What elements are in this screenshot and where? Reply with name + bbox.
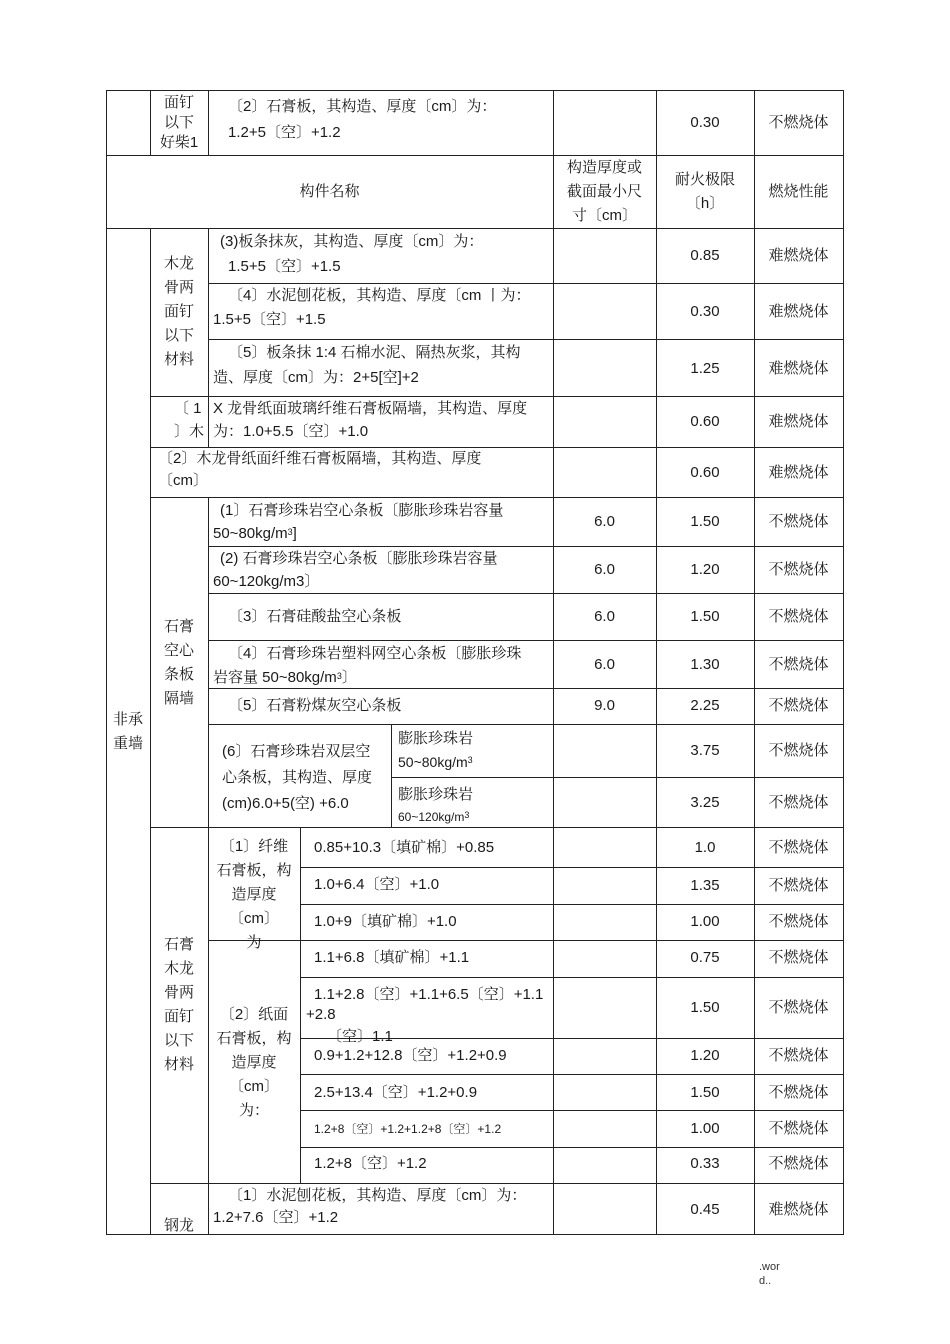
row-description: 岩容量 $50\sim 80kg/m^3$〕: [213, 669, 357, 686]
sub-description: $60\sim 120kg/m^3$: [398, 810, 470, 824]
combustion-value: 不燃烧体: [768, 1047, 829, 1064]
label-line: 木龙: [163, 960, 194, 977]
thickness-value: 6.0: [594, 656, 615, 673]
fire-limit-value: 0.45: [690, 1201, 720, 1218]
row-description: 1.2+7.6〔空〕+1.2: [213, 1209, 339, 1226]
row-description: 1.2+8〔空〕+1.2: [314, 1155, 427, 1172]
combustion-value: 不燃烧体: [768, 742, 829, 759]
thickness-value: 6.0: [594, 513, 615, 530]
label-line: 石膏板，构: [216, 862, 292, 879]
label-line: 好柴1: [159, 134, 199, 151]
row-description: 1.1+2.8〔空〕+1.1+6.5〔空〕+1.1: [314, 986, 544, 1003]
combustion-value: 不燃烧体: [768, 839, 829, 856]
fiber-board-label: [209, 829, 299, 951]
row-description: 〔cm〕: [158, 472, 208, 489]
top-row-group-label: [150, 91, 208, 155]
row-description: 1.0+9〔填矿棉〕+1.0: [314, 913, 457, 930]
row-description: 1.5+5〔空〕+1.5: [228, 258, 341, 275]
header-fire-limit: [656, 168, 754, 216]
row-description: 0.85+10.3〔填矿棉〕+0.85: [314, 839, 495, 856]
thickness-value: 6.0: [594, 608, 615, 625]
combustion-value: 不燃烧体: [768, 697, 829, 714]
combustion-value: 不燃烧体: [768, 913, 829, 930]
row-description: 〔2〕石膏板，其构造、厚度〔cm〕为：: [228, 98, 497, 115]
combustion-value: 不燃烧体: [768, 114, 829, 131]
header-thickness: [553, 156, 656, 228]
multi-line-row: [301, 978, 553, 1045]
combustion-value: 不燃烧体: [768, 1084, 829, 1101]
row-description: 1.5+5〔空〕+1.5: [213, 311, 326, 328]
label-line: 为：: [238, 1102, 269, 1119]
label-line: 石膏板，构: [216, 1030, 292, 1047]
combustion-value: 不燃烧体: [768, 656, 829, 673]
row-description: 0.9+1.2+12.8〔空〕+1.2+0.9: [314, 1047, 507, 1064]
label-line: 造厚度: [231, 886, 277, 903]
row-description: 1.2+8〔空〕+1.2+1.2+8〔空〕+1.2: [314, 1122, 502, 1136]
row-description: +2.8: [306, 1006, 336, 1023]
fire-limit-value: 3.25: [690, 794, 720, 811]
row-description: (cm)6.0+5(空) +6.0: [222, 795, 349, 812]
fire-limit-value: 0.60: [690, 464, 720, 481]
thickness-value: 9.0: [594, 697, 615, 714]
sub-description: 膨胀珍珠岩: [398, 786, 474, 803]
fire-limit-value: 0.75: [690, 949, 720, 966]
row-description: 〔空〕1.1: [327, 1028, 393, 1045]
label-line: 材料: [163, 351, 194, 368]
row-description: 60~120kg/m3〕: [213, 573, 320, 590]
fire-limit-value: 3.75: [690, 742, 720, 759]
fire-limit-value: 1.30: [690, 656, 720, 673]
row-description: 为：1.0+5.5〔空〕+1.0: [213, 423, 369, 440]
header-combustion: 燃烧性能: [768, 183, 829, 200]
label-line: 石膏: [163, 936, 194, 953]
category-line: 重墙: [112, 735, 143, 752]
combustion-value: 不燃烧体: [768, 794, 829, 811]
label-line: 〔cm〕: [229, 910, 279, 927]
label-line: 以下: [163, 1032, 194, 1049]
label-line: 以下: [163, 114, 194, 131]
sub-description: $50\sim 80kg/m^3$: [398, 754, 473, 770]
label-line: 材料: [163, 1056, 194, 1073]
fire-limit-value: 0.30: [690, 114, 720, 131]
label-line: 空心: [163, 642, 194, 659]
fire-limit-value: 2.25: [690, 697, 720, 714]
row-description: 〔3〕石膏硅酸盐空心条板: [228, 608, 402, 625]
label-line: 造厚度: [231, 1054, 277, 1071]
combustion-value: 不燃烧体: [768, 999, 829, 1016]
row-description: 〔5〕板条抹 1:4 石棉水泥、隔热灰浆，其构: [228, 344, 521, 361]
header-line: 耐火极限: [674, 171, 735, 188]
row-description: (6〕石膏珍珠岩双层空: [222, 743, 371, 760]
row-description: 〔2〕木龙骨纸面纤维石膏板隔墙，其构造、厚度: [158, 450, 482, 467]
fire-limit-value: 1.50: [690, 999, 720, 1016]
fire-limit-value: 1.20: [690, 1047, 720, 1064]
side-label: 〕木: [174, 423, 205, 440]
combustion-value: 难燃烧体: [768, 464, 829, 481]
label-line: 隔墙: [163, 690, 194, 707]
fire-limit-value: 0.30: [690, 303, 720, 320]
row-description: 1.1+6.8〔填矿棉〕+1.1: [314, 949, 470, 966]
row-description: 心条板，其构造、厚度: [222, 769, 373, 786]
header-component-name: 构件名称: [299, 183, 360, 200]
row-description: 1.0+6.4〔空〕+1.0: [314, 876, 440, 893]
label-line: 为: [246, 934, 262, 951]
label-line: 条板: [163, 666, 194, 683]
combustion-value: 不燃烧体: [768, 877, 829, 894]
combustion-value: 不燃烧体: [768, 513, 829, 530]
label-line: 面钉: [163, 1008, 194, 1025]
paper-board-label: [208, 1003, 300, 1123]
category-line: 非承: [112, 711, 143, 728]
fire-limit-value: 0.60: [690, 413, 720, 430]
row-description: (3)板条抹灰，其构造、厚度〔cm〕为：: [220, 233, 484, 250]
row-description: 2.5+13.4〔空〕+1.2+0.9: [314, 1084, 478, 1101]
thickness-value: 6.0: [594, 561, 615, 578]
steel-group-label: 钢龙: [163, 1217, 194, 1234]
fire-limit-value: 1.50: [690, 1084, 720, 1101]
label-line: 〔2〕纸面: [219, 1006, 289, 1023]
combustion-value: 难燃烧体: [768, 247, 829, 264]
combustion-value: 不燃烧体: [768, 1155, 829, 1172]
footer-line: d..: [759, 1275, 772, 1287]
fire-limit-value: 0.85: [690, 247, 720, 264]
row-description: (2) 石膏珍珠岩空心条板〔膨胀珍珠岩容量: [220, 550, 498, 567]
row-description: 〔4〕石膏珍珠岩塑料网空心条板〔膨胀珍珠: [228, 645, 522, 662]
row-description: 造、厚度〔cm〕为：2+5[空]+2: [213, 369, 419, 386]
fire-limit-value: 0.33: [690, 1155, 720, 1172]
combustion-value: 难燃烧体: [768, 360, 829, 377]
combustion-value: 难燃烧体: [768, 303, 829, 320]
label-line: 石膏: [163, 618, 194, 635]
fire-limit-value: 1.00: [690, 913, 720, 930]
label-line: 〔1〕纤维: [219, 838, 289, 855]
row-description: (1〕石膏珍珠岩空心条板〔膨胀珍珠岩容量: [220, 502, 504, 519]
combustion-value: 不燃烧体: [768, 608, 829, 625]
side-label: 〔 1: [174, 400, 202, 417]
label-line: 面钉: [163, 303, 194, 320]
label-line: 骨两: [163, 279, 194, 296]
header-line: 构造厚度或: [566, 159, 642, 176]
row-description: 〔5〕石膏粉煤灰空心条板: [228, 697, 402, 714]
row-description: 〔4〕水泥刨花板，其构造、厚度〔cm 丨为：: [228, 287, 531, 304]
sub-description: 膨胀珍珠岩: [398, 730, 474, 747]
row-description: $50\sim 80kg/m^3$]: [213, 525, 297, 542]
footer-line: .wor: [759, 1261, 780, 1273]
header-line: 寸〔cm〕: [572, 207, 637, 224]
label-line: 以下: [163, 327, 194, 344]
main-category-label: [106, 708, 150, 756]
row-description: X 龙骨纸面玻璃纤维石膏板隔墙，其构造、厚度: [213, 400, 528, 417]
label-line: 面钉: [163, 94, 194, 111]
wood-group-label: [150, 252, 208, 372]
combustion-value: 不燃烧体: [768, 949, 829, 966]
combustion-value: 难燃烧体: [768, 413, 829, 430]
fire-limit-value: 1.00: [690, 1120, 720, 1137]
row-description: 1.2+5〔空〕+1.2: [228, 124, 341, 141]
fire-limit-value: 1.50: [690, 513, 720, 530]
label-line: 〔cm〕: [229, 1078, 279, 1095]
combustion-value: 不燃烧体: [768, 1120, 829, 1137]
fire-limit-value: 1.50: [690, 608, 720, 625]
hollow-group-label: [150, 615, 208, 711]
fire-limit-value: 1.20: [690, 561, 720, 578]
header-line: 截面最小尺: [566, 183, 642, 200]
fire-limit-value: 1.25: [690, 360, 720, 377]
page-footer: [759, 1260, 780, 1288]
label-line: 木龙: [163, 255, 194, 272]
row-description: 〔1〕水泥刨花板，其构造、厚度〔cm〕为：: [228, 1187, 527, 1204]
gypsum-group-label: [150, 933, 208, 1077]
header-line: 〔h〕: [685, 195, 725, 212]
combustion-value: 难燃烧体: [768, 1201, 829, 1218]
fire-limit-value: 1.35: [690, 877, 720, 894]
combustion-value: 不燃烧体: [768, 561, 829, 578]
label-line: 骨两: [163, 984, 194, 1001]
fire-limit-value: 1.0: [694, 839, 716, 856]
